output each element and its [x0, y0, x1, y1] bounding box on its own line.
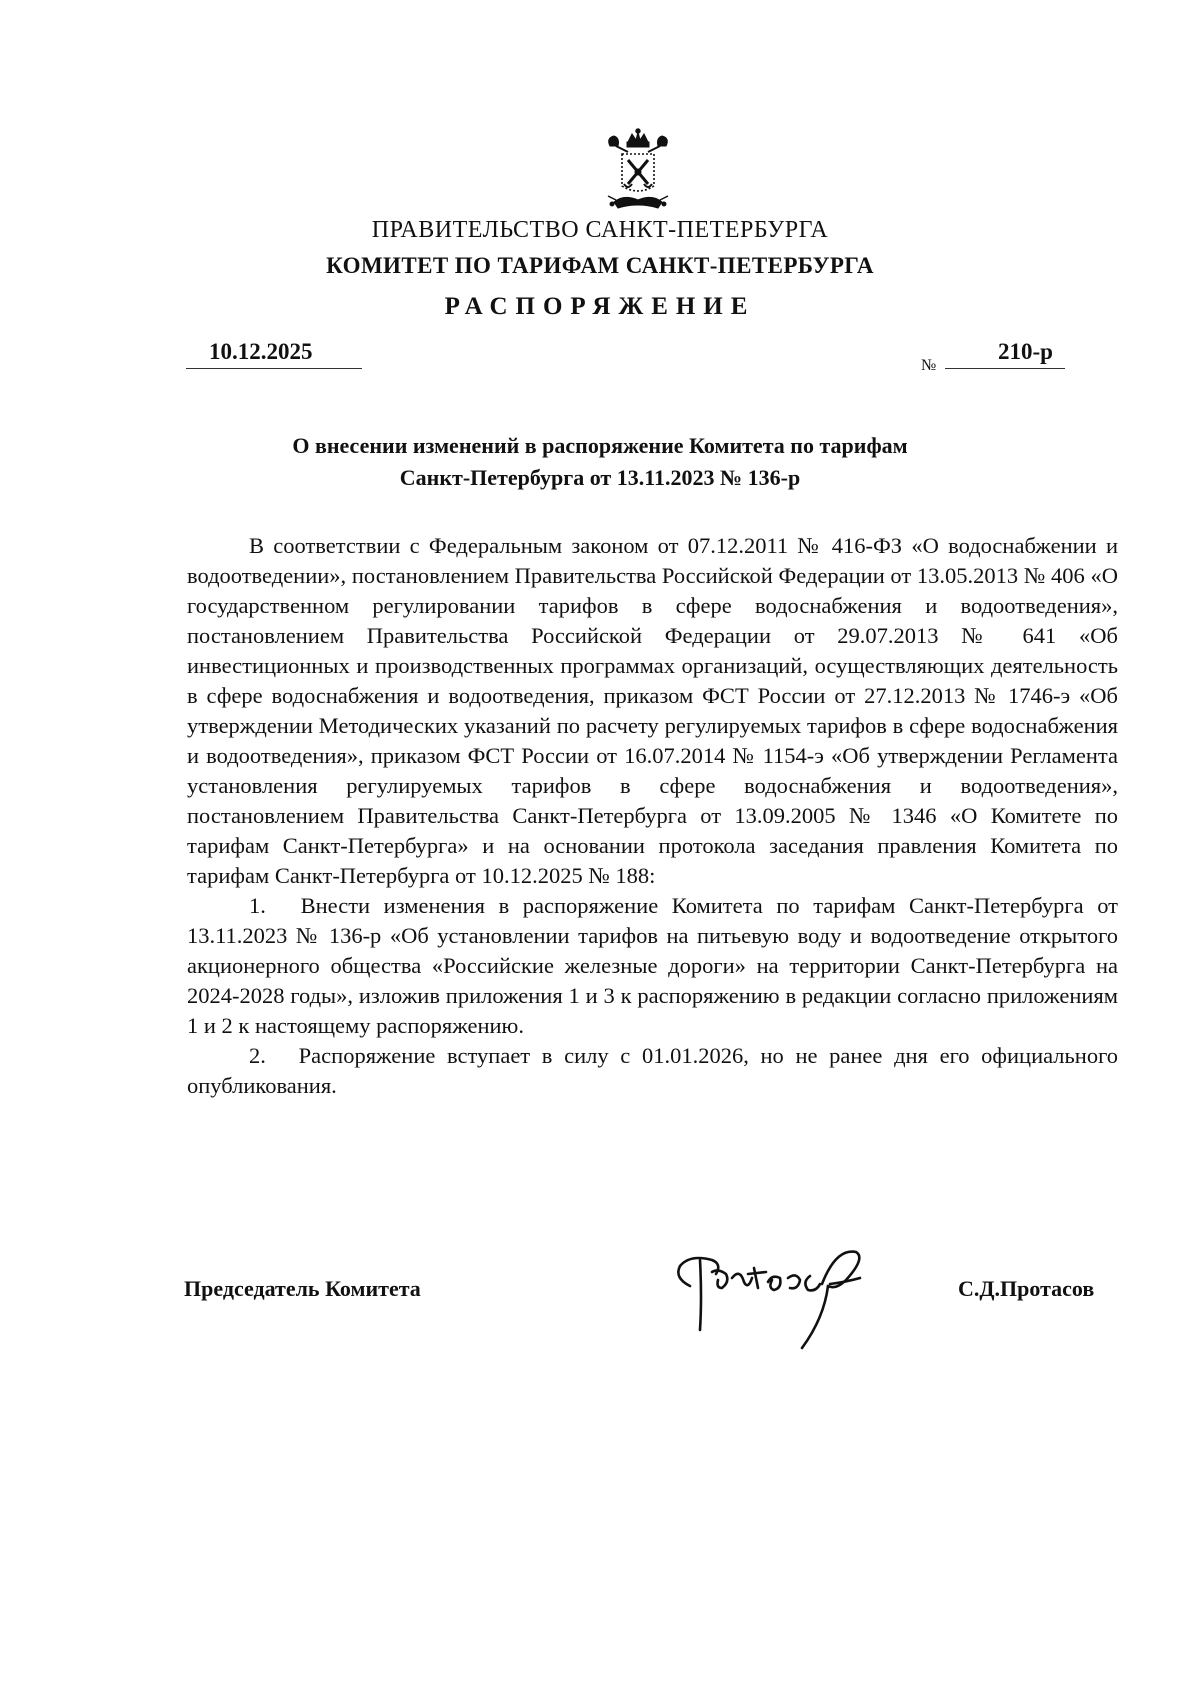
title-line-1: О внесении изменений в распоряжение Комитета по тарифам: [292, 433, 908, 458]
item-number: 1.: [249, 893, 266, 918]
document-number: 210-р: [998, 339, 1053, 364]
coat-of-arms-icon: [600, 128, 676, 214]
item-text: Распоряжение вступает в силу с 01.01.2026, но не ранее дня его официального опубликования.: [187, 1043, 1118, 1098]
title-line-2: Санкт-Петербурга от 13.11.2023 № 136-р: [399, 465, 801, 490]
handwritten-signature: [660, 1238, 890, 1358]
committee-name: КОМИТЕТ ПО ТАРИФАМ САНКТ-ПЕТЕРБУРГА: [326, 253, 874, 278]
number-underline: [945, 368, 1065, 369]
government-name: ПРАВИТЕЛЬСТВО САНКТ-ПЕТЕРБУРГА: [371, 217, 829, 243]
date-underline: [186, 368, 362, 369]
signer-position: Председатель Комитета: [184, 1276, 421, 1301]
signer-name: С.Д.Протасов: [958, 1276, 1095, 1301]
document-body: [187, 531, 1118, 1101]
item-text: Внести изменения в распоряжение Комитета по тарифам Санкт-Петербурга от 13.11.2023 № 136-р «Об установлении тарифов на питьевую воду и водоотведение открытого акционерного общества «Российские железные дороги» на территории Санкт-Петербурга на 2024-2028 годы», изложив приложения 1 и 3 к распоряжению в редакции согласно приложениям 1 и 2 к настоящему распоряжению.: [187, 893, 1118, 1038]
item-paragraph-2: [187, 1041, 1118, 1101]
item-number: 2.: [249, 1043, 266, 1068]
item-paragraph-1: [187, 891, 1118, 1041]
document-title: [180, 430, 1020, 494]
preamble-paragraph: В соответствии с Федеральным законом от 07.12.2011 № 416-ФЗ «О водоснабжении и водоотведении», постановлением Правительства Российской Федерации от 13.05.2013 № 406 «О государственном регулировании тарифов в сфере водоснабжения и водоотведения», постановлением Правительства Российской Федерации от 29.07.2013 № 641 «Об инвестиционных и производственных программах организаций, осуществляющих деятельность в сфере водоснабжения и водоотведения, приказом ФСТ России от 27.12.2013 № 1746-э «Об утверждении Методических указаний по расчету регулируемых тарифов в сфере водоснабжения и водоотведения», приказом ФСТ России от 16.07.2014 № 1154-э «Об утверждении Регламента установления регулируемых тарифов в сфере водоснабжения и водоотведения», постановлением Правительства Санкт-Петербурга от 13.09.2005 № 1346 «О Комитете по тарифам Санкт-Петербурга» и на основании протокола заседания правления Комитета по тарифам Санкт-Петербурга от 10.12.2025 № 188:: [187, 533, 1118, 888]
number-sign: №: [921, 357, 937, 374]
document-date: 10.12.2025: [209, 339, 313, 364]
document-type: РАСПОРЯЖЕНИЕ: [444, 293, 756, 320]
